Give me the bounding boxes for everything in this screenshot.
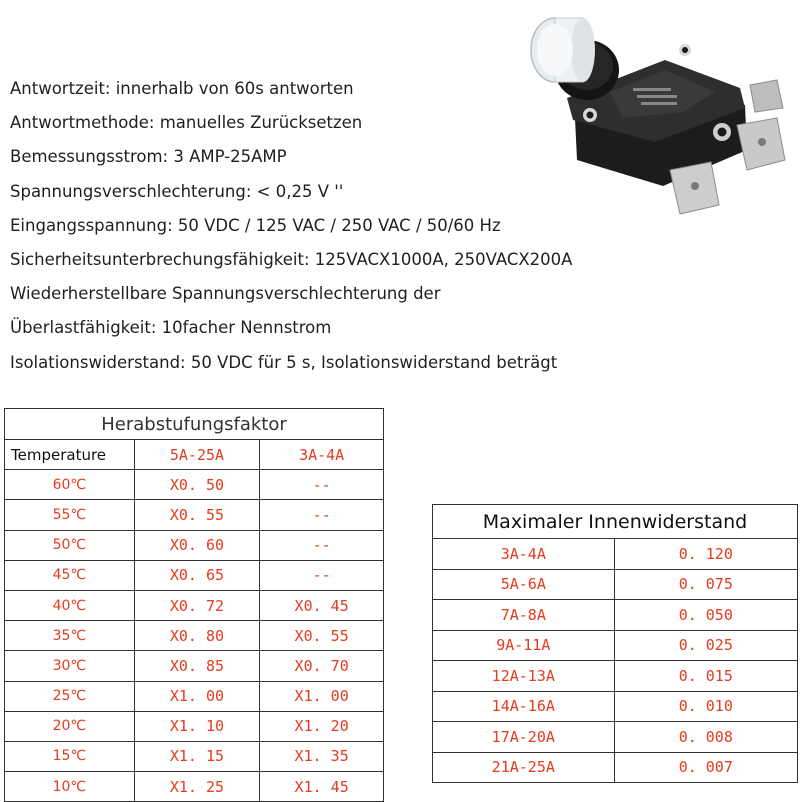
table-row [5,651,384,681]
table-row [5,681,384,711]
header-range-5a-25a: 5A-25A [134,440,260,470]
table-row [5,621,384,651]
table-row [433,691,798,722]
temperature-cell: 50℃ [5,530,135,560]
spec-overload: Überlastfähigkeit: 10facher Nennstrom [10,318,332,338]
factor-cell: X0. 72 [134,590,260,620]
factor-cell: X1. 25 [134,772,260,802]
temperature-cell: 25℃ [5,681,135,711]
resistance-value-cell: 0. 007 [614,752,797,783]
table-row [433,722,798,753]
factor-cell: X0. 60 [134,530,260,560]
factor-cell: -- [260,530,384,560]
factor-cell: -- [260,470,384,500]
resistance-table-title: Maximaler Innenwiderstand [433,505,798,539]
temperature-cell: 15℃ [5,741,135,771]
circuit-breaker-product-image [515,0,800,230]
current-range-cell: 5A-6A [433,569,615,600]
table-row [5,772,384,802]
table-row [5,500,384,530]
table-row [433,661,798,692]
current-range-cell: 14A-16A [433,691,615,722]
table-row [433,569,798,600]
factor-cell: X0. 55 [134,500,260,530]
factor-cell: X1. 15 [134,741,260,771]
factor-cell: X0. 65 [134,560,260,590]
factor-cell: X0. 70 [260,651,384,681]
table-row [5,590,384,620]
table-row [5,741,384,771]
current-range-cell: 21A-25A [433,752,615,783]
resistance-value-cell: 0. 010 [614,691,797,722]
temperature-cell: 30℃ [5,651,135,681]
factor-cell: -- [260,500,384,530]
table-row [433,752,798,783]
factor-cell: X1. 10 [134,711,260,741]
spec-voltage-drop: Spannungsverschlechterung: < 0,25 V '' [10,181,344,201]
max-internal-resistance-table [432,504,798,783]
resistance-value-cell: 0. 025 [614,630,797,661]
derating-table-title: Herabstufungsfaktor [5,409,384,440]
spec-response-time: Antwortzeit: innerhalb von 60s antworten [10,79,354,98]
factor-cell: X1. 35 [260,741,384,771]
spec-reset-method: Antwortmethode: manuelles Zurücksetzen [10,113,363,133]
temperature-cell: 60℃ [5,470,135,500]
current-range-cell: 9A-11A [433,630,615,661]
header-temperature: Temperature [5,440,135,470]
factor-cell: X0. 50 [134,470,260,500]
resistance-value-cell: 0. 008 [614,722,797,753]
temperature-cell: 45℃ [5,560,135,590]
table-row [433,630,798,661]
spec-rated-current: Bemessungsstrom: 3 AMP-25AMP [10,147,287,167]
factor-cell: X0. 55 [260,621,384,651]
table-row [5,711,384,741]
resistance-value-cell: 0. 050 [614,600,797,631]
factor-cell: X0. 85 [134,651,260,681]
table-row [5,560,384,590]
factor-cell: -- [260,560,384,590]
table-row [433,600,798,631]
header-range-3a-4a: 3A-4A [260,440,384,470]
factor-cell: X0. 45 [260,590,384,620]
temperature-cell: 55℃ [5,500,135,530]
table-row [433,539,798,570]
factor-cell: X1. 20 [260,711,384,741]
current-range-cell: 12A-13A [433,661,615,692]
resistance-value-cell: 0. 120 [614,539,797,570]
spec-list [10,72,572,380]
temperature-cell: 20℃ [5,711,135,741]
spec-insulation: Isolationswiderstand: 50 VDC für 5 s, Isolationswiderstand beträgt [10,352,558,372]
current-range-cell: 3A-4A [433,539,615,570]
derating-factor-table [4,408,384,802]
spec-breaking-capacity: Sicherheitsunterbrechungsfähigkeit: 125VACX1000A, 250VACX200A [10,249,573,269]
factor-cell: X1. 45 [260,772,384,802]
factor-cell: X0. 80 [134,621,260,651]
current-range-cell: 17A-20A [433,722,615,753]
current-range-cell: 7A-8A [433,600,615,631]
factor-cell: X1. 00 [260,681,384,711]
temperature-cell: 40℃ [5,590,135,620]
temperature-cell: 10℃ [5,772,135,802]
table-row [5,530,384,560]
factor-cell: X1. 00 [134,681,260,711]
resistance-value-cell: 0. 015 [614,661,797,692]
resistance-value-cell: 0. 075 [614,569,797,600]
spec-input-voltage: Eingangsspannung: 50 VDC / 125 VAC / 250 VAC / 50/60 Hz [10,215,501,235]
table-row [5,470,384,500]
spec-recoverable-drop: Wiederherstellbare Spannungsverschlechterung der [10,284,441,304]
temperature-cell: 35℃ [5,621,135,651]
